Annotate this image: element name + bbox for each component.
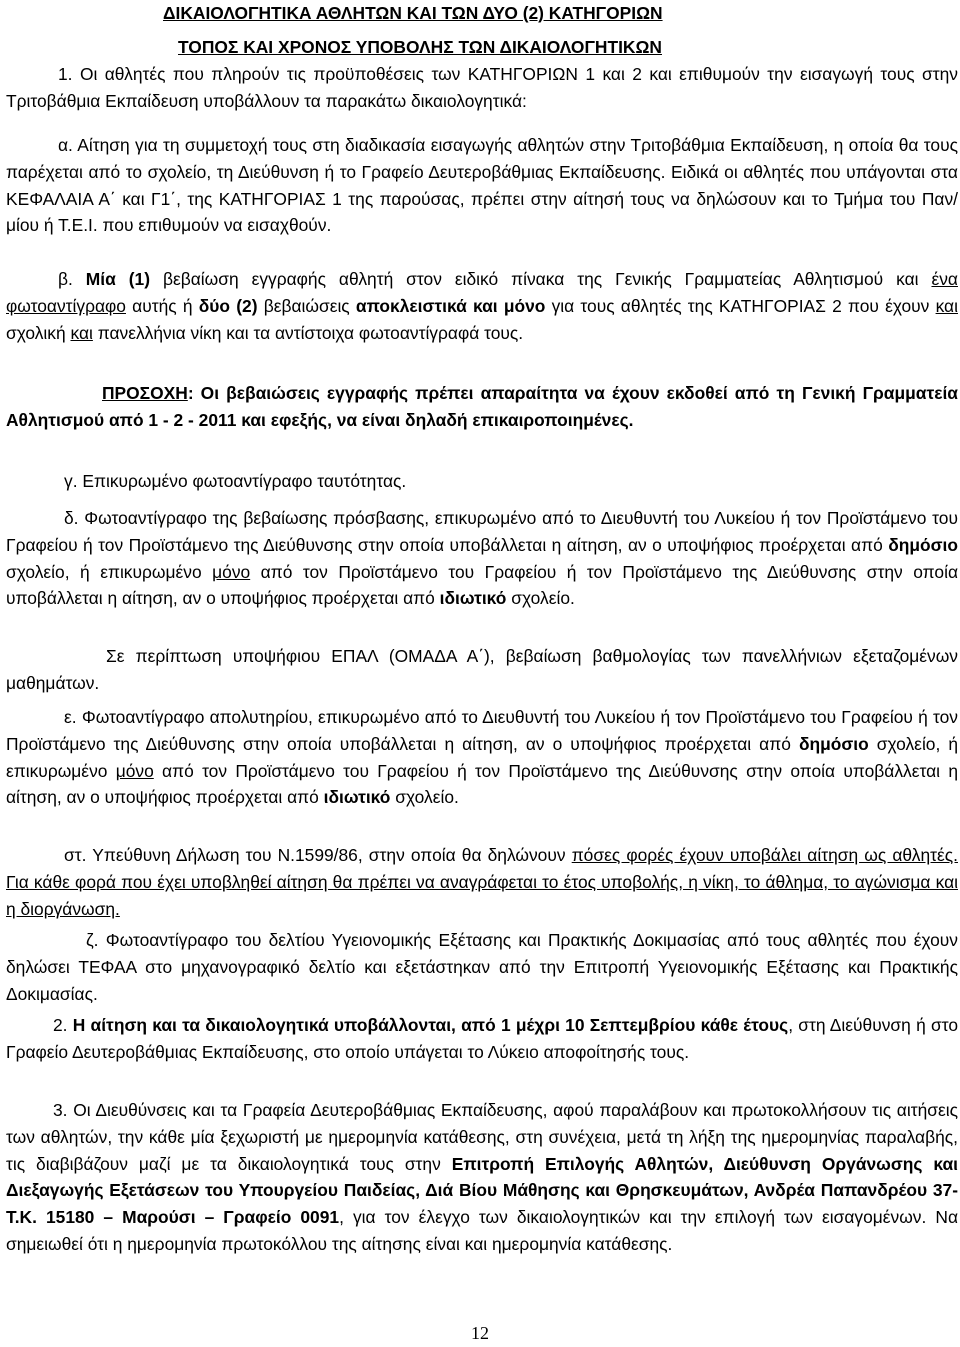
- item-e-public: δημόσιο: [798, 733, 869, 754]
- paragraph-item-e: [6, 704, 958, 811]
- item-3-text-2: , για τον έλεγχο των δικαιολογητικών και την επιλογή των εισαγομένων. Να σημειωθεί ότι η ημερομηνία πρωτοκόλλου της αίτησης είναι και ημερομηνία κατάθεσης.: [6, 1207, 958, 1254]
- item-2-bold: Η αίτηση και τα δικαιολογητικά υποβάλλονται, από 1 μέχρι 10 Σεπτεμβρίου κάθε έτους: [72, 1015, 789, 1035]
- item-e-text-3: από τον Προϊστάμενο του Γραφείου ή τον Προϊστάμενο της Διεύθυνσης στην οποία υποβάλλεται η αίτηση, αν ο υποψήφιος προέρχεται από: [6, 760, 958, 808]
- item-d-private: ιδιωτικό: [439, 588, 507, 609]
- item-b-count: Μία (1): [85, 269, 151, 289]
- item-st-marker: στ.: [64, 845, 87, 865]
- item-3-number: 3.: [53, 1100, 68, 1120]
- heading-documents: ΔΙΚΑΙΟΛΟΓΗΤΙΚΑ ΑΘΛΗΤΩΝ ΚΑΙ ΤΩΝ ΔΥΟ (2) ΚΑΤΗΓΟΡΙΩΝ: [163, 3, 663, 23]
- item-d-text-2: σχολείο, ή επικυρωμένο: [6, 561, 213, 582]
- item-e-text-4: σχολείο.: [390, 787, 459, 808]
- item-b-marker: β.: [58, 269, 73, 289]
- paragraph-item-b: [6, 266, 958, 346]
- paragraph-item-d: [6, 505, 958, 612]
- notice-paragraph: [6, 380, 958, 434]
- item-b-text-6: πανελλήνια νίκη και τα αντίστοιχα φωτοαντίγραφά τους.: [92, 322, 524, 343]
- paragraph-item-1: [6, 61, 958, 115]
- item-2-number: 2.: [53, 1015, 68, 1035]
- item-d-only: μόνο: [212, 561, 251, 582]
- page-number: 12: [471, 1323, 489, 1343]
- item-b-text-5: σχολική: [6, 322, 71, 343]
- paragraph-item-2: [6, 1012, 958, 1066]
- item-e-text-2: σχολείο, ή επικυρωμένο: [6, 733, 958, 781]
- paragraph-item-st: [6, 842, 958, 922]
- item-c-marker: γ.: [64, 471, 78, 491]
- item-b-and-2: και: [70, 322, 93, 343]
- item-b-text-1: βεβαίωση εγγραφής αθλητή στον ειδικό πίνακα της Γενικής Γραμματείας Αθλητισμού και: [150, 269, 932, 289]
- item-b-exclusively: αποκλειστικά και μόνο: [355, 295, 546, 316]
- item-e-only: μόνο: [115, 760, 154, 781]
- item-b-text-2: αυτής ή: [125, 295, 199, 316]
- item-b-two: δύο (2): [198, 295, 258, 316]
- paragraph-item-c: [6, 468, 958, 495]
- item-e-text-1: Φωτοαντίγραφο απολυτηρίου, επικυρωμένο από το Διευθυντή του Λυκείου ή τον Προϊστάμενο του Γραφείου ή τον Προϊστάμενο της Διεύθυνσης στην οποία υποβάλλεται η αίτηση, αν ο υποψήφιος προέρχεται από: [6, 707, 958, 754]
- item-d-text-1: Φωτοαντίγραφο της βεβαίωσης πρόσβασης, επικυρωμένο από το Διευθυντή του Λυκείου ή τον Προϊστάμενο του Γραφείου ή τον Προϊστάμενο της Διεύθυνσης στην οποία υποβάλλεται η αίτηση, αν ο υποψήφιος προέρχεται από: [6, 508, 958, 555]
- item-b-and-1: και: [935, 295, 958, 316]
- item-b-text-4: για τους αθλητές της ΚΑΤΗΓΟΡΙΑΣ 2 που έχουν: [545, 295, 936, 316]
- item-z-marker: ζ.: [86, 930, 99, 950]
- item-d-text-4: σχολείο.: [506, 588, 575, 609]
- item-c-text: Επικυρωμένο φωτοαντίγραφο ταυτότητας.: [82, 471, 407, 491]
- item-d-marker: δ.: [64, 508, 79, 528]
- paragraph-item-z: [6, 927, 958, 1007]
- item-b-photocopy: ένα φωτοαντίγραφο: [6, 269, 958, 316]
- item-b-text-3: βεβαιώσεις: [257, 295, 356, 316]
- item-3-text-1: Οι Διευθύνσεις και τα Γραφεία Δευτεροβάθμιας Εκπαίδευσης, αφού παραλάβουν και πρωτοκολλήσουν τις αιτήσεις των αθλητών, την κάθε μία ξεχωριστή με ημερομηνία κατάθεσης, στη συνέχεια, μετά τη λήξη της ημερομηνίας παραλαβής, τις διαβιβάζουν μαζί με τα δικαιολογητικά τους στην: [6, 1100, 958, 1174]
- item-1-number: 1.: [58, 64, 73, 84]
- notice-text: : Οι βεβαιώσεις εγγραφής πρέπει απαραίτητα να έχουν εκδοθεί από τη Γενική Γραμματεία Αθλητισμού από 1 - 2 - 2011 και εφεξής, να είναι δηλαδή επικαιροποιημένες.: [6, 383, 958, 430]
- paragraph-item-a: [6, 132, 958, 239]
- item-st-text: Υπεύθυνη Δήλωση του Ν.1599/86, στην οποία θα δηλώνουν: [92, 845, 572, 865]
- item-z-text: Φωτοαντίγραφο του δελτίου Υγειονομικής Εξέτασης και Πρακτικής Δοκιμασίας από τους αθλητές που έχουν δηλώσει ΤΕΦΑΑ στο μηχανογραφικό δελτίο και εξετάστηκαν από την Επιτροπή Υγειονομικής Εξέτασης και Πρακτικής Δοκιμασίας.: [6, 930, 958, 1004]
- item-e-private: ιδιωτικό: [323, 787, 391, 808]
- item-e-marker: ε.: [64, 707, 77, 727]
- item-1-text: Οι αθλητές που πληρούν τις προϋποθέσεις των ΚΑΤΗΓΟΡΙΩΝ 1 και 2 και επιθυμούν την εισαγωγή τους στην Τριτοβάθμια Εκπαίδευση υποβάλλουν τα παρακάτω δικαιολογητικά:: [6, 64, 958, 111]
- paragraph-epal: Σε περίπτωση υποψήφιου ΕΠΑΛ (ΟΜΑΔΑ Α΄), βεβαίωση βαθμολογίας των πανελλήνιων εξεταζομένων μαθημάτων.: [6, 646, 958, 693]
- item-3-address: Επιτροπή Επιλογής Αθλητών, Διεύθυνση Οργάνωσης και Διεξαγωγής Εξετάσεων του Υπουργείου Παιδείας, Διά Βίου Μάθησης και Θρησκευμάτων, Ανδρέα Παπανδρέου 37- Τ.Κ. 15180 – Μαρούσι – Γραφείο 0091: [6, 1153, 958, 1228]
- item-d-public: δημόσιο: [888, 534, 958, 555]
- paragraph-item-3: [6, 1097, 958, 1258]
- item-d-text-3: από τον Προϊστάμενο του Γραφείου ή τον Προϊστάμενο της Διεύθυνσης στην οποία υποβάλλεται η αίτηση, αν ο υποψήφιος προέρχεται από: [6, 561, 958, 609]
- item-st-underlined: πόσες φορές έχουν υποβάλει αίτηση ως αθλητές. Για κάθε φορά που έχει υποβληθεί αίτηση θα πρέπει να αναγράφεται το έτος υποβολής, η νίκη, το άθλημα, το αγώνισμα και η διοργάνωση.: [6, 845, 958, 919]
- item-a-marker: α.: [58, 135, 73, 155]
- item-2-text: , στη Διεύθυνση ή στο Γραφείο Δευτεροβάθμιας Εκπαίδευσης, στο οποίο υπάγεται το Λύκειο αποφοίτησής τους.: [6, 1015, 958, 1062]
- notice-label: ΠΡΟΣΟΧΗ: [102, 383, 188, 403]
- heading-place-time: ΤΟΠΟΣ ΚΑΙ ΧΡΟΝΟΣ ΥΠΟΒΟΛΗΣ ΤΩΝ ΔΙΚΑΙΟΛΟΓΗΤΙΚΩΝ: [178, 37, 662, 57]
- item-a-text: Αίτηση για τη συμμετοχή τους στη διαδικασία εισαγωγής αθλητών στην Τριτοβάθμια Εκπαίδευση, η οποία θα τους παρέχεται από το σχολείο, τη Διεύθυνση ή το Γραφείο Δευτεροβάθμιας Εκπαίδευσης. Ειδικά οι αθλητές που υπάγονται στα ΚΕΦΑΛΑΙΑ Α΄ και Γ1΄, της ΚΑΤΗΓΟΡΙΑΣ 1 της παρούσας, πρέπει στην αίτησή τους να δηλώσουν και το Τμήμα του Παν/μίου ή Τ.Ε.Ι. που επιθυμούν να εισαχθούν.: [6, 135, 958, 236]
